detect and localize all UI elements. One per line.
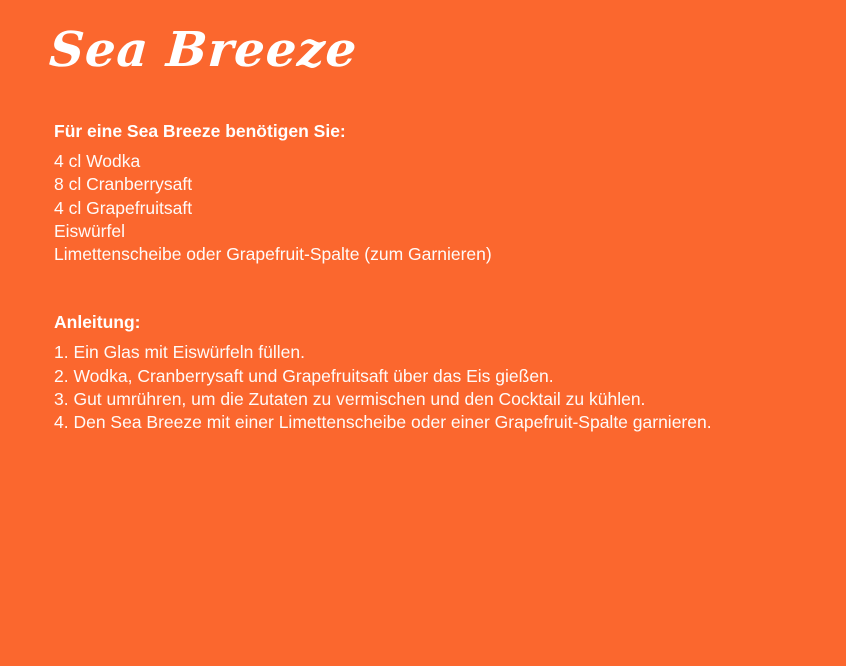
instruction-step: 2. Wodka, Cranberrysaft und Grapefruitsaft über das Eis gießen. bbox=[54, 365, 554, 386]
ingredients-heading: Für eine Sea Breeze benötigen Sie: bbox=[54, 121, 346, 141]
instruction-step: 1. Ein Glas mit Eiswürfeln füllen. bbox=[54, 342, 305, 363]
ingredients-section bbox=[54, 120, 806, 266]
instructions-heading: Anleitung: bbox=[54, 312, 141, 333]
instruction-step: 4. Den Sea Breeze mit einer Limettenscheibe oder einer Grapefruit-Spalte garnieren. bbox=[54, 412, 712, 433]
page-title: Sea Breeze bbox=[47, 22, 360, 78]
instruction-step: 3. Gut umrühren, um die Zutaten zu vermischen und den Cocktail zu kühlen. bbox=[54, 389, 646, 410]
ingredient-item: 4 cl Wodka bbox=[54, 151, 141, 171]
ingredient-item: 4 cl Grapefruitsaft bbox=[54, 197, 193, 218]
ingredient-item: Eiswürfel bbox=[54, 220, 125, 241]
instructions-section bbox=[54, 311, 806, 434]
ingredient-item: Limettenscheibe oder Grapefruit-Spalte (zum Garnieren) bbox=[54, 244, 492, 265]
recipe-content bbox=[45, 120, 806, 435]
ingredient-item: 8 cl Cranberrysaft bbox=[54, 174, 193, 195]
